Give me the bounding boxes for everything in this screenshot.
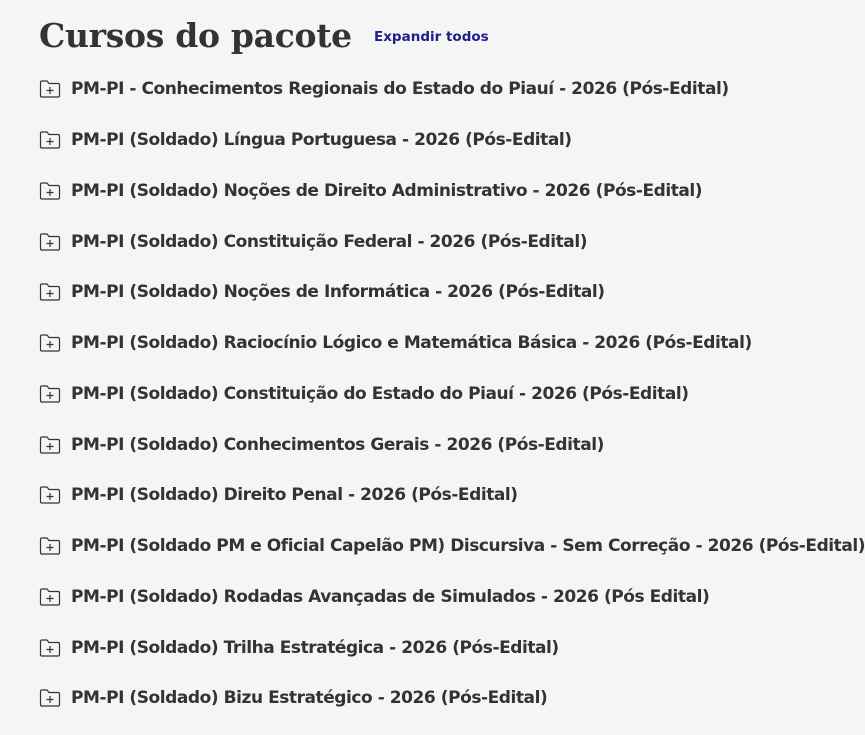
course-label: PM-PI (Soldado) Direito Penal - 2026 (Pós-Edital) — [71, 485, 518, 506]
folder-plus-icon — [39, 182, 61, 200]
course-item[interactable] — [39, 216, 854, 267]
folder-plus-icon — [39, 334, 61, 352]
course-item[interactable] — [39, 622, 854, 673]
course-label: PM-PI (Soldado) Constituição Federal - 2026 (Pós-Edital) — [71, 231, 588, 252]
course-label: PM-PI (Soldado) Língua Portuguesa - 2026 (Pós-Edital) — [71, 130, 572, 151]
course-label: PM-PI (Soldado) Raciocínio Lógico e Matemática Básica - 2026 (Pós-Edital) — [71, 333, 752, 354]
folder-plus-icon — [39, 588, 61, 606]
folder-plus-icon — [39, 233, 61, 251]
course-list — [39, 64, 865, 724]
page-title: Cursos do pacote — [39, 16, 352, 55]
course-label: PM-PI (Soldado) Trilha Estratégica - 2026 (Pós-Edital) — [71, 637, 559, 658]
course-item[interactable] — [39, 166, 854, 217]
folder-plus-icon — [39, 283, 61, 301]
course-item[interactable] — [39, 521, 865, 572]
section-header — [39, 14, 839, 60]
folder-plus-icon — [39, 80, 61, 98]
course-item[interactable] — [39, 318, 854, 369]
course-item[interactable] — [39, 673, 854, 724]
folder-plus-icon — [39, 486, 61, 504]
folder-plus-icon — [39, 639, 61, 657]
course-item[interactable] — [39, 267, 854, 318]
course-label: PM-PI (Soldado) Constituição do Estado do Piauí - 2026 (Pós-Edital) — [71, 383, 689, 404]
course-label: PM-PI (Soldado PM e Oficial Capelão PM) Discursiva - Sem Correção - 2026 (Pós-Edital) — [71, 536, 865, 557]
expand-all-link[interactable]: Expandir todos — [374, 29, 489, 45]
course-item[interactable] — [39, 572, 854, 623]
course-label: PM-PI (Soldado) Rodadas Avançadas de Simulados - 2026 (Pós Edital) — [71, 586, 710, 607]
course-item[interactable] — [39, 369, 854, 420]
course-label: PM-PI (Soldado) Noções de Direito Administrativo - 2026 (Pós-Edital) — [71, 180, 703, 201]
course-item[interactable] — [39, 470, 854, 521]
course-label: PM-PI - Conhecimentos Regionais do Estado do Piauí - 2026 (Pós-Edital) — [71, 79, 729, 100]
folder-plus-icon — [39, 385, 61, 403]
folder-plus-icon — [39, 689, 61, 707]
course-label: PM-PI (Soldado) Conhecimentos Gerais - 2026 (Pós-Edital) — [71, 434, 604, 455]
course-item[interactable] — [39, 419, 854, 470]
course-item[interactable] — [39, 64, 854, 115]
folder-plus-icon — [39, 537, 61, 555]
course-item[interactable] — [39, 115, 854, 166]
folder-plus-icon — [39, 131, 61, 149]
course-label: PM-PI (Soldado) Noções de Informática - 2026 (Pós-Edital) — [71, 282, 605, 303]
folder-plus-icon — [39, 436, 61, 454]
course-label: PM-PI (Soldado) Bizu Estratégico - 2026 (Pós-Edital) — [71, 688, 548, 709]
